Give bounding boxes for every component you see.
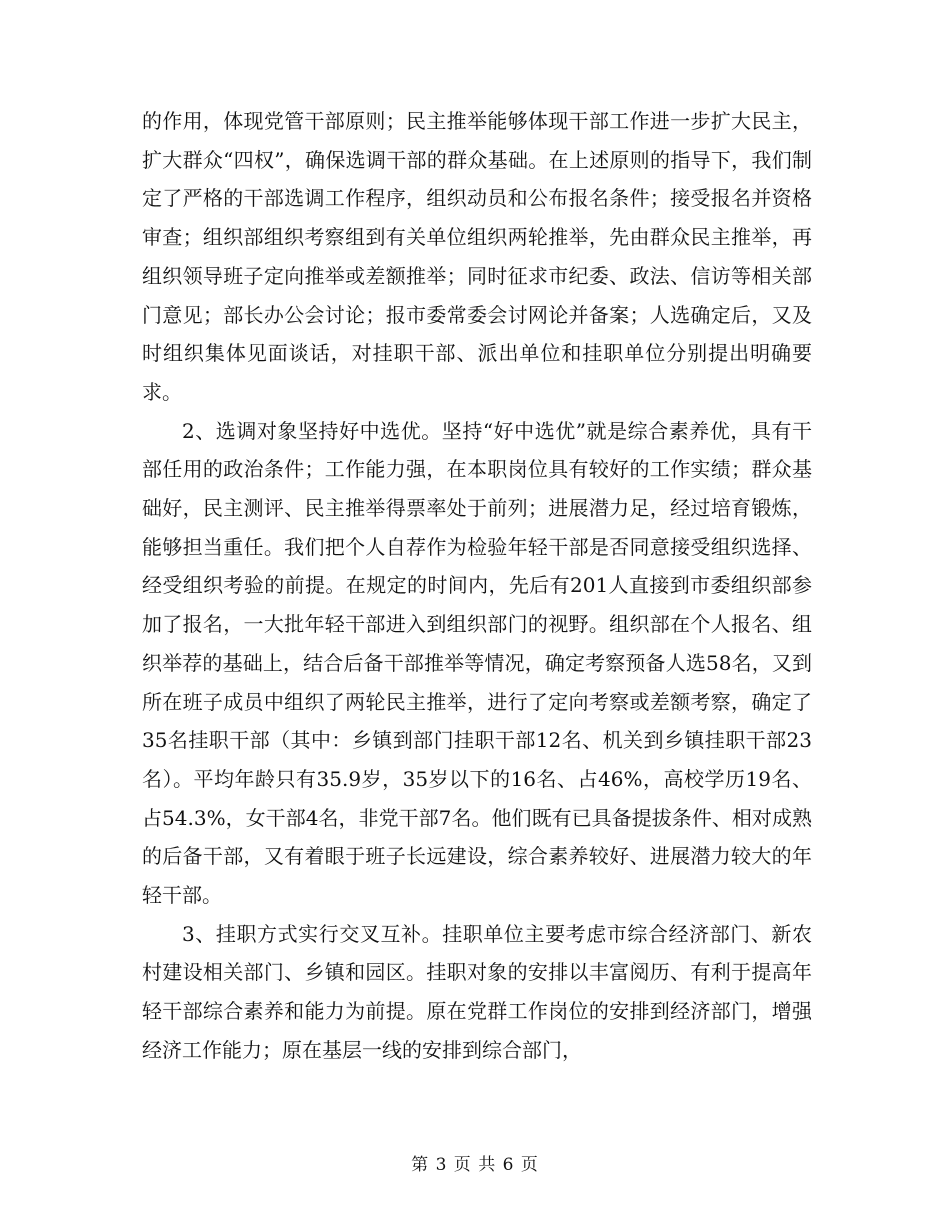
paragraph-section-3: 3、挂职方式实行交叉互补。挂职单位主要考虑市综合经济部门、新农村建设相关部门、乡镇和园区。挂职对象的安排以丰富阅历、有利于提高年轻干部综合素养和能力为前提。原在党群工作岗位的安排到经济部门，增强经济工作能力；原在基层一线的安排到综合部门，: [142, 921, 812, 1062]
paragraph-continuation: 的作用，体现党管干部原则；民主推举能够体现干部工作进一步扩大民主，扩大群众“四权”，确保选调干部的群众基础。在上述原则的指导下，我们制定了严格的干部选调工作程序，组织动员和公布报名条件；接受报名并资格审查；组织部组织考察组到有关单位组织两轮推举，先由群众民主推举，再组织领导班子定向推举或差额推举；同时征求市纪委、政法、信访等相关部门意见；部长办公会讨论；报市委常委会讨网论并备案；人选确定后，又及时组织集体见面谈话，对挂职干部、派出单位和挂职单位分别提出明确要求。: [142, 109, 812, 404]
page-number-footer: 第 3 页 共 6 页: [411, 1155, 539, 1175]
document-body: [142, 102, 812, 1070]
paragraph-section-2: 2、选调对象坚持好中选优。坚持“好中选优”就是综合素养优，具有干部任用的政治条件；工作能力强，在本职岗位具有较好的工作实绩；群众基础好，民主测评、民主推举得票率处于前列；进展潜力足，经过培育锻炼，能够担当重任。我们把个人自荐作为检验年轻干部是否同意接受组织选择、经受组织考验的前提。在规定的时间内，先后有201人直接到市委组织部参加了报名，一大批年轻干部进入到组织部门的视野。组织部在个人报名、组织举荐的基础上，结合后备干部推举等情况，确定考察预备人选58名，又到所在班子成员中组织了两轮民主推举，进行了定向考察或差额考察，确定了35名挂职干部（其中：乡镇到部门挂职干部12名、机关到乡镇挂职干部23名）。平均年龄只有35.9岁，35岁以下的16名、占46%，高校学历19名、占54.3%，女干部4名，非党干部7名。他们既有已具备提拔条件、相对成熟的后备干部，又有着眼于班子长远建设，综合素养较好、进展潜力较大的年轻干部。: [142, 418, 812, 908]
